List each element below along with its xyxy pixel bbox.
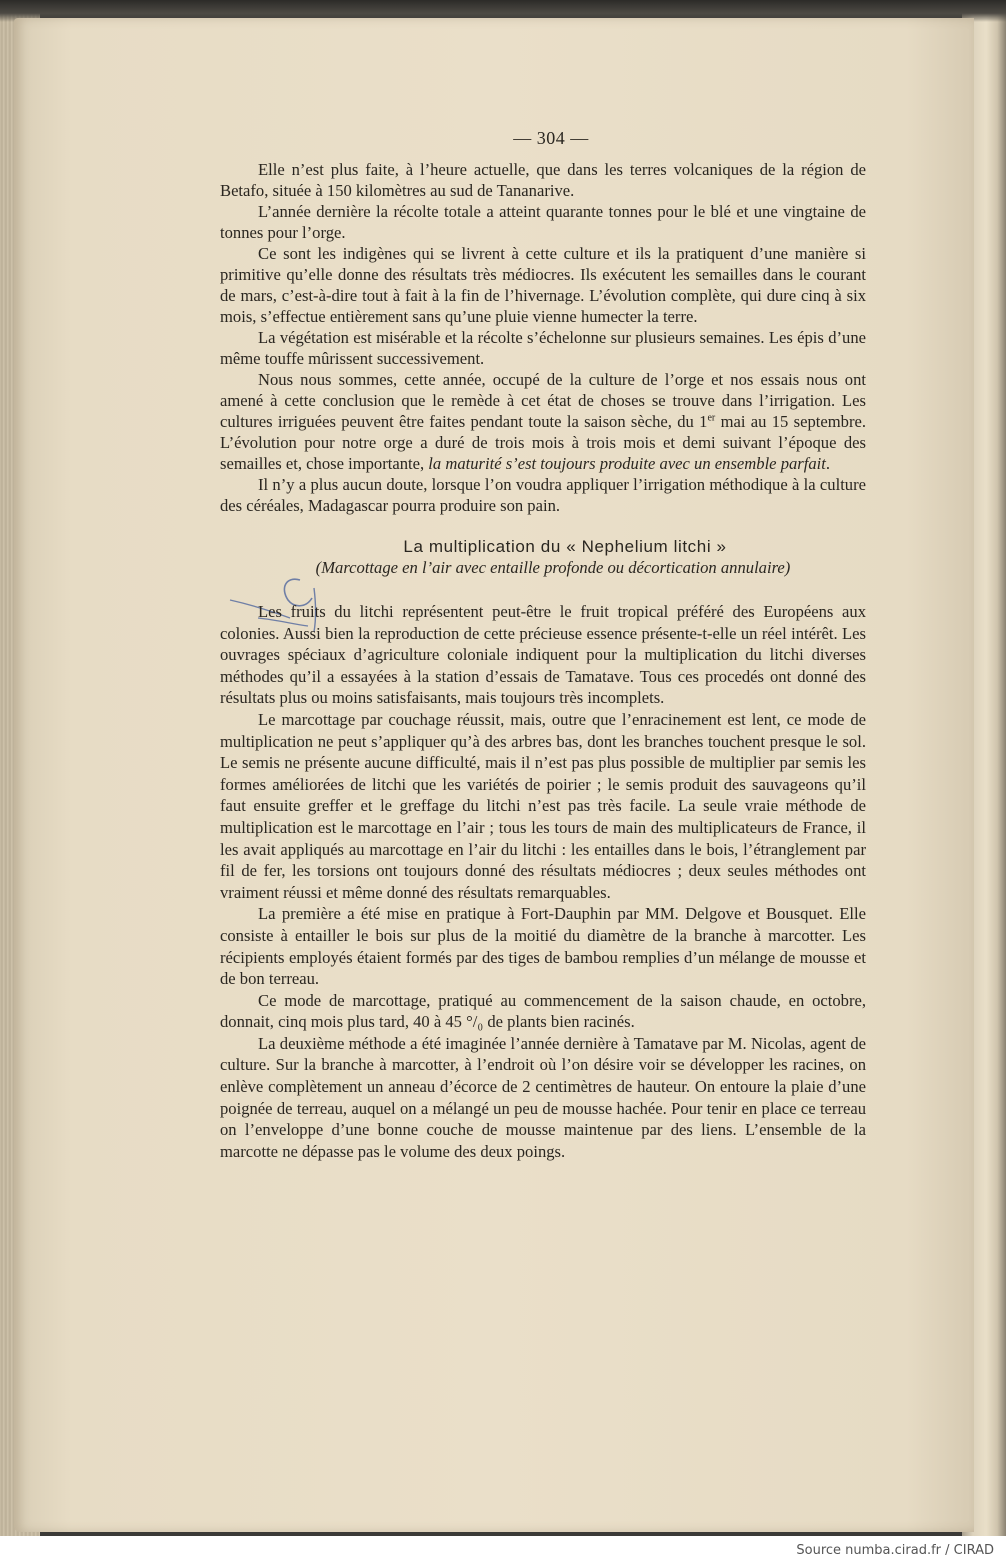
paragraph-betafo: Elle n’est plus faite, à l’heure actuelle, que dans les terres volcaniques de la région de Betafo, située à 150 kilomètres au sud de Tananarive. <box>220 160 866 200</box>
paragraph-irrigation <box>220 369 866 474</box>
paragraph-percent-end: de plants bien racinés. <box>483 1012 635 1032</box>
page-number: — 304 — <box>513 128 589 148</box>
paragraph-irrigation-italic: la maturité s’est toujours produite avec un ensemble parfait <box>428 454 826 473</box>
paragraph-irrigation-start: Nous nous sommes, cette année, occupé de la culture de l’orge et nos essais nous ont amené à cette conclusion que le remède à cet état de choses se trouve dans l’irrigation. Les cultures irriguées peuvent être faites pendant toute la saison sèche, du 1 <box>220 370 866 431</box>
paragraph-percent-start: Ce mode de marcottage, pratiqué au commencement de la saison chaude, en octobre, donnait, cinq mois plus tard, 40 à 45 <box>220 990 866 1032</box>
section-body <box>220 601 866 1162</box>
paragraph-second-method: La deuxième méthode a été imaginée l’année dernière à Tamatave par M. Nicolas, agent de culture. Sur la branche à marcotter, à l’endroit où l’on désire voir se développer les racines, on enlève complètement un anneau d’écorce de 2 centimètres de hauteur. On entoure la plaie d’une poignée de terreau, auquel on a mélangé un peu de mousse hachée. Pour tenir en place ce terreau on l’enveloppe d’une bonne couche de mousse maintenue par des liens. L’ensemble de la marcotte ne dépasse pas le volume des deux poings. <box>220 1033 866 1161</box>
paragraph-marcottage-couchage: Le marcottage par couchage réussit, mais, outre que l’enracinement est lent, ce mode de multiplication ne peut s’appliquer qu’à des arbres bas, dont les branches touchent presque le sol. Le semis ne présente aucune difficulté, mais il n’est pas plus possible de multiplier par semis les formes améliorées de litchi que les variétés de poirier ; le semis produit des sauvageons qu’il faut ensuite greffer et le greffage du litchi n’est pas très facile. La seule vraie méthode de multiplication est le marcottage en l’air ; tous les tours de main des multiplicateurs de France, il les avait appliqués au marcottage en l’air du litchi : les entailles dans le bois, l’étranglement par fil de fer, les torsions ont toujours donné des résultats médiocres ; deux seules méthodes ont vraiment réussi et même donné des résultats remarquables. <box>220 709 866 902</box>
section-subheading: (Marcottage en l’air avec entaille profonde ou décortication annulaire) <box>315 558 791 577</box>
percent-sign: °/₀ <box>466 1012 484 1032</box>
paragraph-litchi-fruits: Les fruits du litchi représentent peut-être le fruit tropical préféré des Européens aux colonies. Aussi bien la reproduction de cette précieuse essence présente-t-elle un réel intérêt. Les ouvrages spéciaux d’agriculture coloniale indiquent pour la multiplication du litchi diverses méthodes qu’il a essayées à la station d’essais de Tamatave. Tous ces procedés ont donné des résultats plus ou moins satisfaisants, mais toujours très incomplets. <box>220 602 866 708</box>
section-heading: La multiplication du « Nephelium litchi » <box>403 537 727 556</box>
paragraph-conclusion: Il n’y a plus aucun doute, lorsque l’on voudra appliquer l’irrigation méthodique à la culture des céréales, Madagascar pourra produire son pain. <box>220 475 866 515</box>
page-content <box>220 128 866 1162</box>
source-credit: Source numba.cirad.fr / CIRAD <box>796 1543 994 1558</box>
paragraph-percent <box>220 990 866 1033</box>
paragraph-fort-dauphin: La première a été mise en pratique à Fort-Dauphin par MM. Delgove et Bousquet. Elle consiste à entailler le bois sur plus de la moitié du diamètre de la branche à marcotter. Les récipients employés étaient formés par des tiges de bambou remplies d’un mélange de mousse et de bon terreau. <box>220 904 866 989</box>
superscript-er: er <box>707 412 716 424</box>
paragraph-irrigation-middle: mai au 15 septembre. L’évolution pour notre orge a duré de trois mois à trois mois et demi suivant l’époque des semailles et, chose importante, <box>220 412 866 473</box>
paragraph-harvest: L’année dernière la récolte totale a atteint quarante tonnes pour le blé et une vingtaine de tonnes pour l’orge. <box>220 202 866 242</box>
paragraph-indigenes: Ce sont les indigènes qui se livrent à cette culture et ils la pratiquent d’une manière si primitive qu’elle donne des résultats très médiocres. Ils exécutent les semailles dans le courant de mars, c’est-à-dire tout à fait à la fin de l’hivernage. L’évolution complète, qui dure cinq à six mois, s’effectue entièrement sans qu’une pluie vienne humecter la terre. <box>220 244 866 326</box>
paragraph-irrigation-end: . <box>825 454 831 473</box>
paragraph-vegetation: La végétation est misérable et la récolte s’échelonne sur plusieurs semaines. Les épis d’une même touffe mûrissent successivement. <box>220 328 866 368</box>
